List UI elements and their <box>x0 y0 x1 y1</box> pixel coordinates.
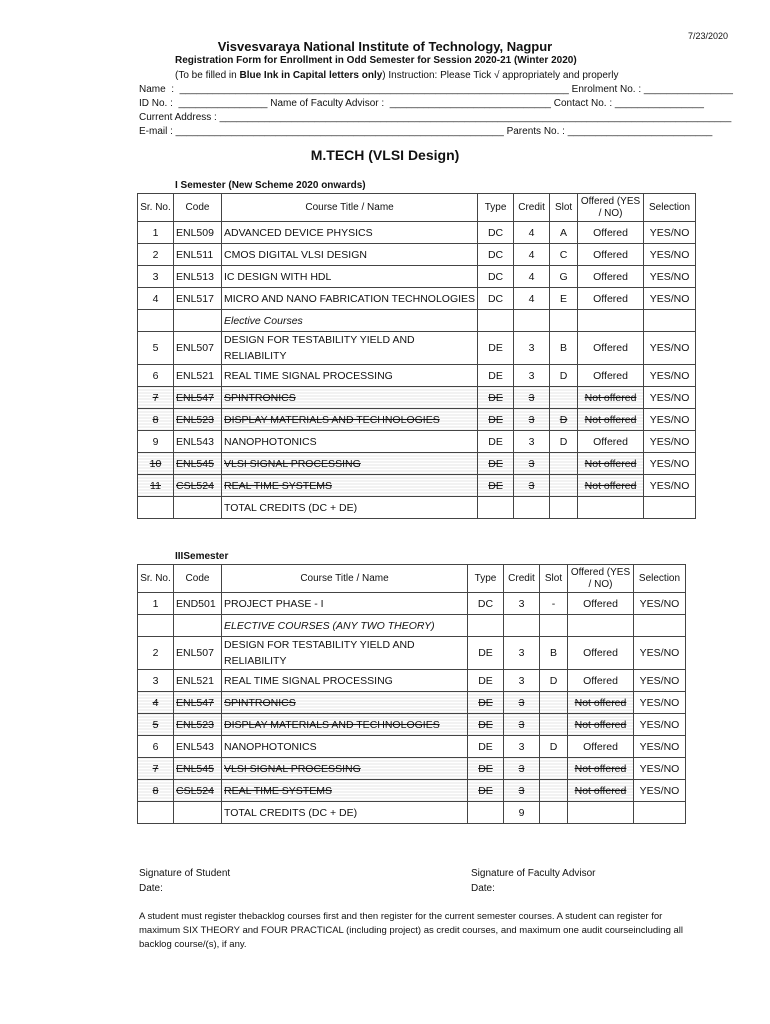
selection-cell[interactable]: YES/NO <box>644 288 696 310</box>
course-slot: A <box>550 222 578 244</box>
sr-no: 4 <box>138 288 174 310</box>
course-slot <box>540 714 568 736</box>
registration-form-title: Registration Form for Enrollment in Odd Semester for Session 2020-21 (Winter 2020) <box>175 55 577 66</box>
current-address-field[interactable]: Current Address : ____________________________________________________________________________________________ <box>139 112 732 123</box>
course-row <box>138 266 696 288</box>
course-code: ENL545 <box>174 453 222 475</box>
course-row <box>138 692 686 714</box>
selection-cell[interactable]: YES/NO <box>644 332 696 365</box>
course-type: DC <box>468 593 504 615</box>
elective-label: ELECTIVE COURSES (ANY TWO THEORY) <box>222 615 468 637</box>
course-row <box>138 387 696 409</box>
course-slot <box>550 387 578 409</box>
course-row <box>138 637 686 670</box>
blank-cell <box>174 310 222 332</box>
course-code: ENL543 <box>174 736 222 758</box>
blank-cell <box>504 615 540 637</box>
course-title: VLSI SIGNAL PROCESSING <box>222 453 478 475</box>
course-type: DE <box>478 387 514 409</box>
course-type: DE <box>468 780 504 802</box>
course-type: DC <box>478 244 514 266</box>
course-slot: D <box>550 365 578 387</box>
sr-no: 6 <box>138 736 174 758</box>
column-header: Code <box>174 194 222 222</box>
blank-cell <box>634 615 686 637</box>
offered-status: Offered <box>578 266 644 288</box>
column-header: Code <box>174 565 222 593</box>
elective-label: Elective Courses <box>222 310 478 332</box>
table-header-row <box>138 565 686 593</box>
course-title: VLSI SIGNAL PROCESSING <box>222 758 468 780</box>
course-slot <box>550 453 578 475</box>
column-header: Slot <box>550 194 578 222</box>
course-credit: 4 <box>514 288 550 310</box>
sr-no: 11 <box>138 475 174 497</box>
course-type: DE <box>478 453 514 475</box>
course-title: SPINTRONICS <box>222 387 478 409</box>
program-title: M.TECH (VLSI Design) <box>310 147 460 163</box>
offered-status: Offered <box>568 670 634 692</box>
selection-cell[interactable]: YES/NO <box>644 244 696 266</box>
selection-cell[interactable]: YES/NO <box>644 409 696 431</box>
course-code: ENL517 <box>174 288 222 310</box>
sr-no: 5 <box>138 714 174 736</box>
course-credit: 3 <box>504 780 540 802</box>
course-type: DE <box>468 670 504 692</box>
blank-cell <box>644 497 696 519</box>
course-credit: 3 <box>514 365 550 387</box>
blank-cell <box>138 802 174 824</box>
selection-cell[interactable]: YES/NO <box>634 692 686 714</box>
sem3-course-table <box>137 564 686 824</box>
total-credits-row <box>138 497 696 519</box>
course-slot: C <box>550 244 578 266</box>
blank-cell <box>174 615 222 637</box>
course-row <box>138 244 696 266</box>
course-title: SPINTRONICS <box>222 692 468 714</box>
course-credit: 4 <box>514 244 550 266</box>
form-date: 7/23/2020 <box>687 31 728 41</box>
course-row <box>138 780 686 802</box>
course-credit: 3 <box>514 409 550 431</box>
sr-no: 3 <box>138 266 174 288</box>
course-credit: 3 <box>514 387 550 409</box>
course-title: DISPLAY MATERIALS AND TECHNOLOGIES <box>222 409 478 431</box>
sr-no: 3 <box>138 670 174 692</box>
blank-cell <box>138 497 174 519</box>
blank-cell <box>468 615 504 637</box>
course-row <box>138 332 696 365</box>
selection-cell[interactable]: YES/NO <box>634 736 686 758</box>
advisor-signature-label: Signature of Faculty Advisor <box>471 868 596 879</box>
course-credit: 3 <box>504 758 540 780</box>
sr-no: 10 <box>138 453 174 475</box>
course-slot <box>540 758 568 780</box>
course-row <box>138 475 696 497</box>
selection-cell[interactable]: YES/NO <box>644 222 696 244</box>
sr-no: 7 <box>138 387 174 409</box>
offered-status: Not offered <box>578 453 644 475</box>
course-type: DE <box>478 409 514 431</box>
instruction-suffix: ) Instruction: Please Tick √ appropriately and properly <box>382 70 619 81</box>
blank-cell <box>478 497 514 519</box>
offered-status: Offered <box>578 244 644 266</box>
course-credit: 4 <box>514 266 550 288</box>
selection-cell[interactable]: YES/NO <box>644 431 696 453</box>
blank-cell <box>550 497 578 519</box>
offered-status: Offered <box>568 736 634 758</box>
selection-cell[interactable]: YES/NO <box>644 387 696 409</box>
column-header: Offered (YES / NO) <box>578 194 644 222</box>
column-header: Selection <box>644 194 696 222</box>
course-row <box>138 288 696 310</box>
registration-note: A student must register thebacklog courses first and then register for the current semester courses. A student can register for maximum SIX THEORY and FOUR PRACTICAL (including project) as credit courses, and maximum one audit courseincluding all backlog course/(s), if any. <box>139 911 684 950</box>
course-type: DE <box>468 714 504 736</box>
course-title: REAL TIME SIGNAL PROCESSING <box>222 670 468 692</box>
name-enrolment-field[interactable]: Name : ______________________________________________________________________ Enrolment No. : ________________ <box>139 84 733 95</box>
sem1-elective-header <box>138 310 696 332</box>
sr-no: 1 <box>138 222 174 244</box>
course-row <box>138 670 686 692</box>
course-row <box>138 409 696 431</box>
course-code: ENL513 <box>174 266 222 288</box>
course-slot: G <box>550 266 578 288</box>
course-credit: 3 <box>504 714 540 736</box>
blank-cell <box>550 310 578 332</box>
sr-no: 2 <box>138 244 174 266</box>
table-header-row <box>138 194 696 222</box>
course-title: DESIGN FOR TESTABILITY YIELD AND RELIABILITY <box>222 637 468 670</box>
sr-no: 4 <box>138 692 174 714</box>
column-header: Sr. No. <box>138 194 174 222</box>
course-title: NANOPHOTONICS <box>222 431 478 453</box>
course-row <box>138 736 686 758</box>
course-code: ENL547 <box>174 692 222 714</box>
course-code: CSL524 <box>174 780 222 802</box>
course-type: DE <box>468 758 504 780</box>
column-header: Slot <box>540 565 568 593</box>
sem3-title: IIISemester <box>175 551 229 562</box>
course-code: ENL511 <box>174 244 222 266</box>
course-code: ENL507 <box>174 637 222 670</box>
offered-status: Not offered <box>578 387 644 409</box>
column-header: Course Title / Name <box>222 194 478 222</box>
course-type: DE <box>478 365 514 387</box>
email-parents-field[interactable]: E-mail : ___________________________________________________________ Parents No. : __________________________ <box>139 126 713 137</box>
course-title: ADVANCED DEVICE PHYSICS <box>222 222 478 244</box>
selection-cell[interactable]: YES/NO <box>644 475 696 497</box>
course-credit: 3 <box>504 736 540 758</box>
course-title: REAL TIME SIGNAL PROCESSING <box>222 365 478 387</box>
id-advisor-contact-field[interactable]: ID No. : ________________ Name of Faculty Advisor : _____________________________ Contact No. : ________________ <box>139 98 704 109</box>
course-type: DE <box>478 332 514 365</box>
institute-name: Visvesvaraya National Institute of Technology, Nagpur <box>217 39 553 54</box>
column-header: Credit <box>514 194 550 222</box>
offered-status: Offered <box>578 365 644 387</box>
blank-cell <box>568 802 634 824</box>
course-title: NANOPHOTONICS <box>222 736 468 758</box>
instruction-prefix: (To be filled in <box>175 70 240 81</box>
course-credit: 3 <box>504 692 540 714</box>
course-row <box>138 365 696 387</box>
course-code: ENL545 <box>174 758 222 780</box>
course-code: END501 <box>174 593 222 615</box>
course-credit: 3 <box>514 453 550 475</box>
sr-no: 8 <box>138 780 174 802</box>
instruction-line <box>175 70 618 81</box>
course-type: DE <box>468 736 504 758</box>
sem1-title: I Semester (New Scheme 2020 onwards) <box>175 180 366 191</box>
blank-cell <box>174 497 222 519</box>
blank-cell <box>540 802 568 824</box>
total-credits-label: TOTAL CREDITS (DC + DE) <box>222 497 478 519</box>
blank-cell <box>634 802 686 824</box>
course-credit: 3 <box>514 431 550 453</box>
course-row <box>138 714 686 736</box>
blank-cell <box>478 310 514 332</box>
sr-no: 5 <box>138 332 174 365</box>
course-row <box>138 431 696 453</box>
column-header: Selection <box>634 565 686 593</box>
course-code: ENL507 <box>174 332 222 365</box>
course-slot: D <box>550 409 578 431</box>
course-slot <box>540 780 568 802</box>
offered-status: Not offered <box>568 780 634 802</box>
advisor-date-label: Date: <box>471 883 495 894</box>
sem3-elective-header <box>138 615 686 637</box>
offered-status: Offered <box>578 288 644 310</box>
course-title: IC DESIGN WITH HDL <box>222 266 478 288</box>
course-credit: 3 <box>504 670 540 692</box>
course-code: ENL543 <box>174 431 222 453</box>
course-row <box>138 222 696 244</box>
offered-status: Not offered <box>568 758 634 780</box>
course-credit: 3 <box>514 332 550 365</box>
course-slot: B <box>540 637 568 670</box>
selection-cell[interactable]: YES/NO <box>634 758 686 780</box>
course-type: DE <box>478 475 514 497</box>
course-row <box>138 593 686 615</box>
student-signature-label: Signature of Student <box>139 868 231 879</box>
offered-status: Offered <box>578 222 644 244</box>
blank-cell <box>578 497 644 519</box>
selection-cell[interactable]: YES/NO <box>644 365 696 387</box>
course-title: PROJECT PHASE - I <box>222 593 468 615</box>
course-code: ENL523 <box>174 409 222 431</box>
total-credits-row <box>138 802 686 824</box>
offered-status: Not offered <box>568 714 634 736</box>
total-credits-value: 9 <box>504 802 540 824</box>
student-signature-block <box>139 866 230 896</box>
sem1-course-table <box>137 193 696 519</box>
course-type: DC <box>478 222 514 244</box>
course-title: CMOS DIGITAL VLSI DESIGN <box>222 244 478 266</box>
column-header: Course Title / Name <box>222 565 468 593</box>
course-type: DC <box>478 266 514 288</box>
course-credit: 3 <box>504 593 540 615</box>
course-slot: E <box>550 288 578 310</box>
course-slot <box>550 475 578 497</box>
offered-status: Offered <box>568 593 634 615</box>
blank-cell <box>138 310 174 332</box>
course-slot: B <box>550 332 578 365</box>
blank-cell <box>468 802 504 824</box>
blank-cell <box>540 615 568 637</box>
course-title: MICRO AND NANO FABRICATION TECHNOLOGIES <box>222 288 478 310</box>
offered-status: Offered <box>568 637 634 670</box>
offered-status: Not offered <box>578 475 644 497</box>
course-code: ENL509 <box>174 222 222 244</box>
student-date-label: Date: <box>139 883 163 894</box>
sr-no: 8 <box>138 409 174 431</box>
blank-cell <box>174 802 222 824</box>
selection-cell[interactable]: YES/NO <box>644 266 696 288</box>
blank-cell <box>138 615 174 637</box>
blank-cell <box>514 310 550 332</box>
course-type: DE <box>478 431 514 453</box>
offered-status: Not offered <box>578 409 644 431</box>
course-code: CSL524 <box>174 475 222 497</box>
course-slot <box>540 692 568 714</box>
sr-no: 2 <box>138 637 174 670</box>
selection-cell[interactable]: YES/NO <box>634 714 686 736</box>
course-title: DISPLAY MATERIALS AND TECHNOLOGIES <box>222 714 468 736</box>
offered-status: Offered <box>578 431 644 453</box>
course-type: DC <box>478 288 514 310</box>
course-row <box>138 758 686 780</box>
column-header: Sr. No. <box>138 565 174 593</box>
column-header: Type <box>468 565 504 593</box>
blank-cell <box>568 615 634 637</box>
course-type: DE <box>468 692 504 714</box>
course-title: DESIGN FOR TESTABILITY YIELD AND RELIABILITY <box>222 332 478 365</box>
offered-status: Offered <box>578 332 644 365</box>
selection-cell[interactable]: YES/NO <box>634 780 686 802</box>
course-title: REAL TIME SYSTEMS <box>222 475 478 497</box>
offered-status: Not offered <box>568 692 634 714</box>
column-header: Offered (YES / NO) <box>568 565 634 593</box>
column-header: Credit <box>504 565 540 593</box>
course-credit: 4 <box>514 222 550 244</box>
total-credits-value <box>514 497 550 519</box>
sr-no: 7 <box>138 758 174 780</box>
sr-no: 9 <box>138 431 174 453</box>
course-row <box>138 453 696 475</box>
selection-cell[interactable]: YES/NO <box>634 637 686 670</box>
column-header: Type <box>478 194 514 222</box>
selection-cell[interactable]: YES/NO <box>634 670 686 692</box>
course-type: DE <box>468 637 504 670</box>
sr-no: 1 <box>138 593 174 615</box>
course-code: ENL521 <box>174 365 222 387</box>
total-credits-label: TOTAL CREDITS (DC + DE) <box>222 802 468 824</box>
course-credit: 3 <box>514 475 550 497</box>
advisor-signature-block <box>471 866 596 896</box>
selection-cell[interactable]: YES/NO <box>634 593 686 615</box>
course-slot: D <box>540 736 568 758</box>
selection-cell[interactable]: YES/NO <box>644 453 696 475</box>
sr-no: 6 <box>138 365 174 387</box>
blank-cell <box>578 310 644 332</box>
course-slot: D <box>550 431 578 453</box>
course-title: REAL TIME SYSTEMS <box>222 780 468 802</box>
course-credit: 3 <box>504 637 540 670</box>
course-slot: - <box>540 593 568 615</box>
instruction-bold: Blue Ink in Capital letters only <box>239 70 383 81</box>
course-code: ENL523 <box>174 714 222 736</box>
course-code: ENL521 <box>174 670 222 692</box>
course-code: ENL547 <box>174 387 222 409</box>
blank-cell <box>644 310 696 332</box>
course-slot: D <box>540 670 568 692</box>
